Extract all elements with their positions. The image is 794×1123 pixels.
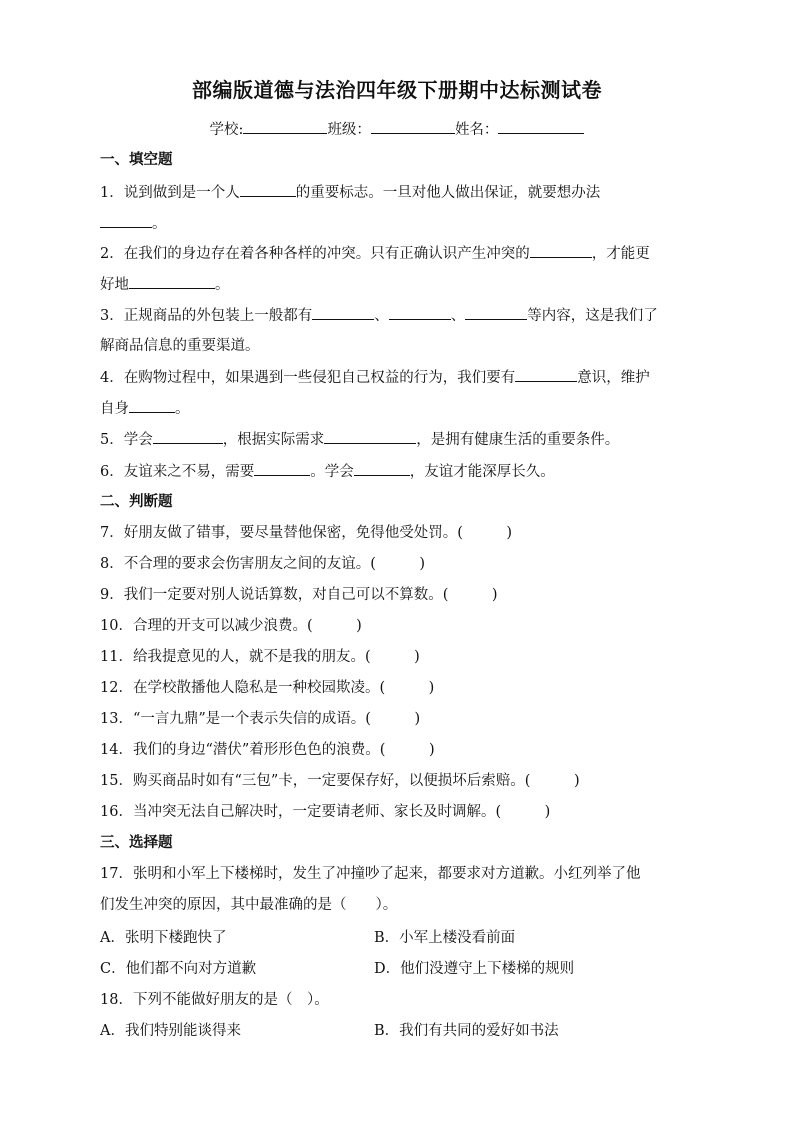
section-fill-in: 一、填空题	[100, 152, 173, 168]
question-11	[100, 647, 420, 667]
q11-text: 11．给我提意见的人，就不是我的朋友。	[100, 649, 365, 665]
section-multiple-choice: 三、选择题	[100, 835, 173, 851]
q4-blank-2[interactable]	[129, 398, 175, 413]
name-label: 姓名：	[454, 122, 499, 138]
question-7	[100, 523, 513, 543]
class-label: 班级：	[327, 122, 371, 138]
q7-answer-box[interactable]: ( )	[457, 525, 513, 541]
q6-text-c: ，友谊才能深厚长久。	[409, 464, 555, 480]
q4-blank-1[interactable]	[515, 367, 577, 382]
q3-text-c: 、	[450, 308, 466, 324]
q16-answer-box[interactable]: ( )	[495, 804, 551, 820]
name-blank[interactable]	[498, 119, 584, 134]
question-3-line-1	[100, 305, 658, 326]
q10-text: 10．合理的开支可以减少浪费。	[100, 618, 307, 634]
q4-text-d: 。	[175, 401, 190, 417]
q9-text: 9．我们一定要对别人说话算数，对自己可以不算数。	[100, 587, 443, 603]
question-4-line-2	[100, 398, 190, 419]
q11-answer-box[interactable]: ( )	[364, 649, 420, 665]
q6-blank-1[interactable]	[254, 461, 310, 476]
question-17-line-1: 17．张明和小军上下楼梯时，发生了冲撞吵了起来，都要求对方道歉。小红列举了他	[100, 866, 641, 882]
question-17-line-2: 们发生冲突的原因，其中最准确的是（ ）。	[100, 897, 398, 913]
q9-answer-box[interactable]: ( )	[442, 587, 498, 603]
q4-text-a: 4．在购物过程中，如果遇到一些侵犯自己权益的行为，我们要有	[100, 370, 516, 386]
q1-text-c: 。	[152, 216, 167, 232]
q17-option-a[interactable]: A．张明下楼跑快了	[100, 930, 227, 946]
q18-option-a[interactable]: A．我们特别能谈得来	[100, 1023, 241, 1039]
q2-text-b: ，才能更	[591, 246, 650, 262]
q14-text: 14．我们的身边“潜伏”着形形色色的浪费。	[100, 742, 380, 758]
question-8	[100, 554, 426, 574]
q6-text-b: 。学会	[310, 464, 354, 480]
q16-text: 16．当冲突无法自己解决时，一定要请老师、家长及时调解。	[100, 804, 496, 820]
q14-answer-box[interactable]: ( )	[379, 742, 435, 758]
school-label: 学校:	[209, 122, 244, 138]
q2-blank-1[interactable]	[530, 243, 592, 258]
question-16	[100, 802, 551, 822]
q12-answer-box[interactable]: ( )	[379, 680, 435, 696]
q3-blank-2[interactable]	[389, 305, 451, 320]
q2-text-d: 。	[215, 277, 230, 293]
question-3-line-2: 解商品信息的重要渠道。	[100, 338, 260, 354]
q7-text: 7．好朋友做了错事，要尽量替他保密，免得他受处罚。	[100, 525, 458, 541]
q4-text-b: 意识，维护	[577, 370, 650, 386]
q5-text-b: ，根据实际需求	[222, 432, 325, 448]
q2-text-a: 2．在我们的身边存在着各种各样的冲突。只有正确认识产生冲突的	[100, 246, 530, 262]
q3-blank-1[interactable]	[312, 305, 374, 320]
q1-text-a: 1．说到做到是一个人	[100, 185, 240, 201]
q5-blank-1[interactable]	[153, 429, 223, 444]
q10-answer-box[interactable]: ( )	[306, 618, 362, 634]
question-12	[100, 678, 435, 698]
q2-text-c: 好地	[100, 277, 129, 293]
q3-text-b: 、	[374, 308, 389, 324]
question-2-line-1	[100, 243, 650, 264]
q13-answer-box[interactable]: ( )	[365, 711, 421, 727]
q2-blank-2[interactable]	[129, 274, 215, 289]
question-1-line-1	[100, 182, 600, 203]
question-1-line-2	[100, 213, 167, 234]
q3-text-a: 3．正规商品的外包装上一般都有	[100, 308, 313, 324]
question-15	[100, 771, 580, 791]
question-2-line-2	[100, 274, 230, 295]
q8-text: 8．不合理的要求会伤害朋友之间的友谊。	[100, 556, 371, 572]
q13-text: 13．“一言九鼎”是一个表示失信的成语。	[100, 711, 366, 727]
q15-answer-box[interactable]: ( )	[524, 773, 580, 789]
q4-text-c: 自身	[100, 401, 129, 417]
q8-answer-box[interactable]: ( )	[370, 556, 426, 572]
question-14	[100, 740, 435, 760]
question-13	[100, 709, 421, 729]
q1-text-b: 的重要标志。一旦对他人做出保证，就要想办法	[295, 185, 601, 201]
q3-blank-3[interactable]	[465, 305, 527, 320]
q6-text-a: 6．友谊来之不易，需要	[100, 464, 255, 480]
class-blank[interactable]	[371, 119, 455, 134]
question-18: 18．下列不能做好朋友的是（ ）。	[100, 992, 329, 1008]
q5-blank-2[interactable]	[324, 429, 416, 444]
question-9	[100, 585, 498, 605]
q17-option-c[interactable]: C．他们都不向对方道歉	[100, 961, 257, 977]
q1-blank-1[interactable]	[240, 182, 296, 197]
q3-text-d: 等内容，这是我们了	[527, 308, 658, 324]
section-true-false: 二、判断题	[100, 494, 173, 510]
q6-blank-2[interactable]	[354, 461, 410, 476]
q5-text-c: ，是拥有健康生活的重要条件。	[416, 432, 620, 448]
q17-option-b[interactable]: B．小军上楼没看前面	[374, 930, 516, 946]
school-blank[interactable]	[243, 119, 327, 134]
student-info-line	[0, 118, 794, 139]
q12-text: 12．在学校散播他人隐私是一种校园欺凌。	[100, 680, 380, 696]
question-10	[100, 616, 362, 636]
q18-option-b[interactable]: B．我们有共同的爱好如书法	[374, 1023, 559, 1039]
q1-blank-2[interactable]	[100, 213, 152, 228]
question-4-line-1	[100, 367, 650, 388]
page-title: 部编版道德与法治四年级下册期中达标测试卷	[192, 78, 602, 102]
question-6	[100, 461, 555, 482]
q15-text: 15．购买商品时如有“三包”卡，一定要保存好，以便损坏后索赔。	[100, 773, 525, 789]
question-5	[100, 429, 619, 450]
q5-text-a: 5．学会	[100, 432, 153, 448]
q17-option-d[interactable]: D．他们没遵守上下楼梯的规则	[374, 961, 575, 977]
